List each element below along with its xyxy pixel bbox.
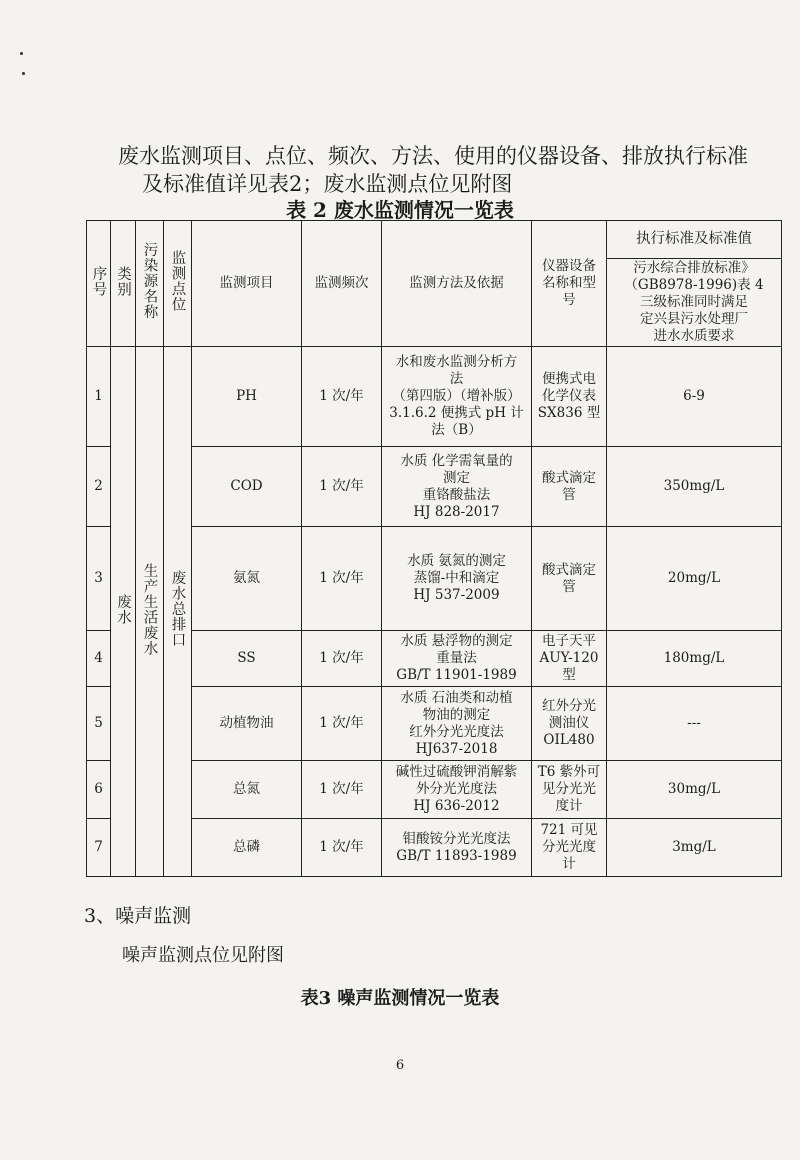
row-number: 7 <box>87 819 111 877</box>
header-method: 监测方法及依据 <box>382 221 532 347</box>
standard-value: 3mg/L <box>607 819 782 877</box>
monitoring-frequency: 1 次/年 <box>302 687 382 761</box>
instrument: 酸式滴定 管 <box>532 527 607 631</box>
monitoring-method: 水质 化学需氧量的 测定 重铬酸盐法 HJ 828-2017 <box>382 447 532 527</box>
monitoring-frequency: 1 次/年 <box>302 447 382 527</box>
header-frequency: 监测频次 <box>302 221 382 347</box>
header-point: 监测点位 <box>164 221 192 347</box>
scan-dot <box>20 52 23 55</box>
row-number: 3 <box>87 527 111 631</box>
category-cell: 废水 <box>111 347 136 877</box>
instrument: 便携式电 化学仪表 SX836 型 <box>532 347 607 447</box>
table-row <box>87 447 782 527</box>
standard-value: 180mg/L <box>607 631 782 687</box>
instrument: 红外分光 测油仪 OIL480 <box>532 687 607 761</box>
monitoring-item: SS <box>192 631 302 687</box>
intro-line-2: 及标准值详见表2；废水监测点位见附图 <box>142 172 513 196</box>
table3-title: 表3 噪声监测情况一览表 <box>300 988 500 1009</box>
header-standard: 执行标准及标准值 <box>607 221 782 259</box>
monitoring-method: 水质 悬浮物的测定 重量法 GB/T 11901-1989 <box>382 631 532 687</box>
row-number: 1 <box>87 347 111 447</box>
monitoring-frequency: 1 次/年 <box>302 527 382 631</box>
table-row <box>87 631 782 687</box>
row-number: 4 <box>87 631 111 687</box>
section-3-heading: 3、噪声监测 <box>84 905 192 927</box>
monitoring-item: 氨氮 <box>192 527 302 631</box>
monitoring-item: COD <box>192 447 302 527</box>
header-instrument: 仪器设备 名称和型 号 <box>532 221 607 347</box>
monitoring-item: 总磷 <box>192 819 302 877</box>
section-3-text: 噪声监测点位见附图 <box>122 945 284 966</box>
instrument: 酸式滴定 管 <box>532 447 607 527</box>
row-number: 6 <box>87 761 111 819</box>
table-row <box>87 761 782 819</box>
monitoring-method: 碱性过硫酸钾消解紫 外分光光度法 HJ 636-2012 <box>382 761 532 819</box>
scan-dot <box>22 72 25 75</box>
monitoring-method: 钼酸铵分光光度法 GB/T 11893-1989 <box>382 819 532 877</box>
standard-value: 6-9 <box>607 347 782 447</box>
instrument: T6 紫外可 见分光光 度计 <box>532 761 607 819</box>
monitoring-item: 动植物油 <box>192 687 302 761</box>
table-row <box>87 527 782 631</box>
table-row <box>87 347 782 447</box>
table-row <box>87 819 782 877</box>
monitoring-method: 水和废水监测分析方 法 （第四版）（增补版） 3.1.6.2 便携式 pH 计 法（B） <box>382 347 532 447</box>
table2-title: 表 2 废水监测情况一览表 <box>286 198 514 222</box>
standard-value: 350mg/L <box>607 447 782 527</box>
header-seq: 序号 <box>87 221 111 347</box>
row-number: 5 <box>87 687 111 761</box>
monitoring-frequency: 1 次/年 <box>302 631 382 687</box>
header-item: 监测项目 <box>192 221 302 347</box>
header-pollution-source: 污染源名称 <box>136 221 164 347</box>
point-cell: 废水总排口 <box>164 347 192 877</box>
header-category: 类别 <box>111 221 136 347</box>
standard-value: 30mg/L <box>607 761 782 819</box>
header-standard-detail: 污水综合排放标准》 （GB8978-1996)表 4 三级标准同时满足 定兴县污水处理厂 进水水质要求 <box>607 259 782 347</box>
instrument: 电子天平 AUY-120 型 <box>532 631 607 687</box>
page-number: 6 <box>395 1058 405 1073</box>
monitoring-method: 水质 氨氮的测定 蒸馏-中和滴定 HJ 537-2009 <box>382 527 532 631</box>
wastewater-monitoring-table <box>86 220 782 877</box>
intro-line-1: 废水监测项目、点位、频次、方法、使用的仪器设备、排放执行标准 <box>118 144 748 168</box>
monitoring-frequency: 1 次/年 <box>302 347 382 447</box>
table-row <box>87 687 782 761</box>
monitoring-item: PH <box>192 347 302 447</box>
source-cell: 生产生活废水 <box>136 347 164 877</box>
instrument: 721 可见 分光光度 计 <box>532 819 607 877</box>
monitoring-item: 总氮 <box>192 761 302 819</box>
monitoring-frequency: 1 次/年 <box>302 819 382 877</box>
monitoring-frequency: 1 次/年 <box>302 761 382 819</box>
monitoring-method: 水质 石油类和动植 物油的测定 红外分光光度法 HJ637-2018 <box>382 687 532 761</box>
row-number: 2 <box>87 447 111 527</box>
standard-value: 20mg/L <box>607 527 782 631</box>
standard-value: --- <box>607 687 782 761</box>
